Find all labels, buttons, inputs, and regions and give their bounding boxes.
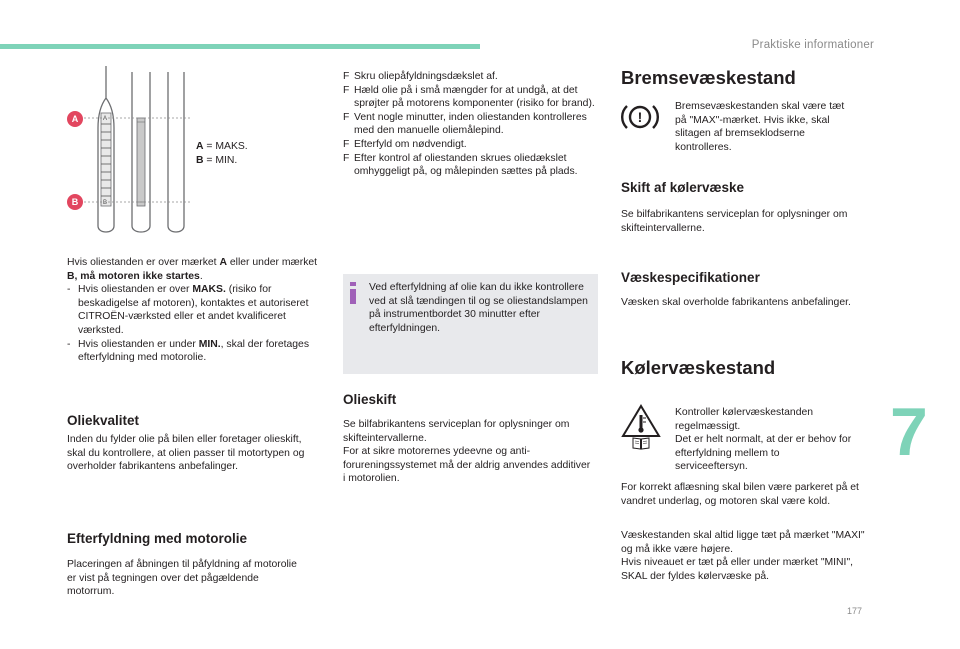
manual-book-icon (632, 436, 650, 450)
info-icon (350, 282, 356, 304)
marker-a: A (67, 111, 83, 127)
brake-fluid-text: Bremsevæskestanden skal være tæt på "MAX"-mærket. Hvis ikke, skal slitagen af bremseklodserne kontrolleres. (675, 101, 845, 153)
oil-quality-heading: Oliekvalitet (67, 413, 140, 428)
dipstick-figure (60, 66, 210, 246)
oil-level-text: Hvis oliestanden er over mærket A eller under mærket B, må motoren ikke startes. - Hvis oliestanden er over MAKS. (risiko for beskadigelse af motoren), kontaktes et autoriseret CITROËN-værksted eller et andet kvalificeret værksted. - Hvis oliestanden er under MIN., skal der foretages efterfyldning med motorolie. (67, 257, 318, 364)
section-header: Praktiske informationer (751, 39, 874, 51)
coolant-level-text: Kontroller kølervæskestanden regelmæssigt. Det er helt normalt, at der er behov for efterfyldning mellem to serviceeftersyn. (675, 407, 852, 473)
marker-b: B (67, 194, 83, 210)
oil-quality-text: Inden du fylder olie på bilen eller foretager olieskift, skal du kontrollere, at olien passer til motortypen og overholder fabrikantens anbefalinger. (67, 434, 305, 473)
fluid-spec-heading: Væskespecifikationer (621, 270, 760, 285)
coolant-parking-text: For korrekt aflæsning skal bilen være parkeret på et vandret underlag, og motoren skal være kold. (621, 482, 859, 507)
figure-legend: A = MAKS. B = MIN. (196, 141, 248, 166)
info-text: Ved efterfyldning af olie kan du ikke kontrollere ved at slå tændingen til og se oliestandslampen på instrumentbordet 30 minutter efter efterfyldningen. (369, 282, 588, 334)
coolant-temperature-icon (621, 404, 661, 438)
topup-text: Placeringen af åbningen til påfyldning af motorolie er vist på tegningen over det pågældende motorrum. (67, 559, 297, 598)
coolant-change-heading: Skift af kølervæske (621, 180, 745, 195)
page-number: 177 (846, 606, 862, 616)
chapter-number: 7 (890, 394, 928, 470)
oil-change-heading: Olieskift (343, 392, 397, 407)
header-accent-bar (0, 44, 480, 49)
svg-text:!: ! (637, 109, 643, 125)
fluid-spec-text: Væsken skal overholde fabrikantens anbefalinger. (621, 297, 851, 308)
brake-warning-icon (621, 101, 659, 133)
svg-text:A: A (103, 116, 108, 122)
svg-text:B: B (103, 200, 108, 206)
topup-steps: F Skru oliepåfyldningsdækslet af. F Hæld olie på i små mængder for at undgå, at det sprøjter på motorens komponenter (risiko for brand). F Vent nogle minutter, inden oliestanden kontrolleres med den manuelle oliemålepind. F Efterfyld om nødvendigt. F Efter kontrol af oliestanden skrues oliedækslet omhyggeligt på, og målepinden sættes på plads. (343, 71, 595, 178)
brake-fluid-heading: Bremsevæskestand (621, 67, 796, 88)
coolant-max-text: Væskestanden skal altid ligge tæt på mærket "MAXI" og må ikke være højere. Hvis niveauet er tæt på eller under mærket "MINI", SKAL der fyldes kølervæske på. (621, 530, 865, 582)
oil-change-text: Se bilfabrikantens serviceplan for oplysninger om skifteintervallerne. For at sikre motorernes ydeevne og anti-forureningssystemet må der aldrig anvendes additiver i motorolien. (343, 419, 591, 485)
topup-heading: Efterfyldning med motorolie (67, 531, 248, 546)
coolant-level-heading: Kølervæskestand (621, 357, 776, 378)
coolant-change-text: Se bilfabrikantens serviceplan for oplysninger om skifteintervallerne. (621, 209, 848, 234)
